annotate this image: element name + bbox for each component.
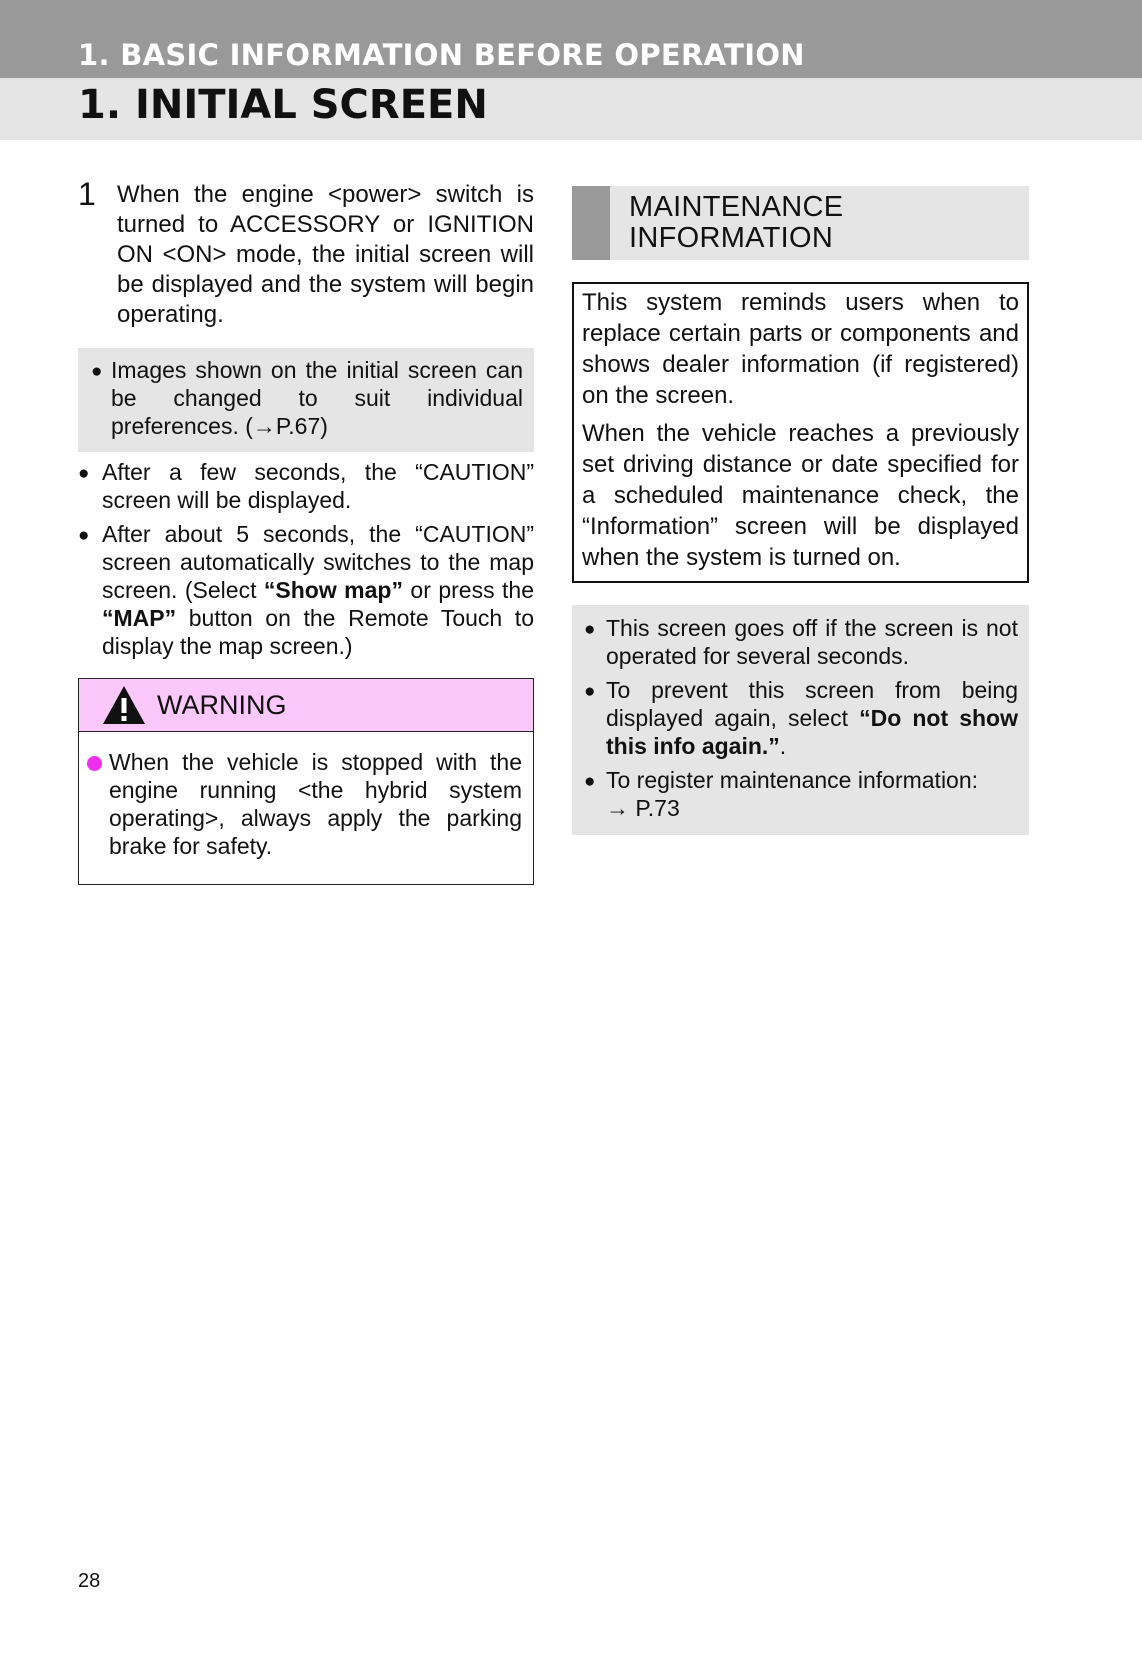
- prevent-display-text: To prevent this screen from being displayed again, select “Do not show this info again.”.: [606, 677, 1018, 759]
- note-text: Images shown on the initial screen can be changed to suit individual preferences. (→P.67): [111, 357, 523, 439]
- warning-header: [79, 679, 533, 732]
- map-button-label: “MAP”: [102, 605, 177, 631]
- do-not-show-label: “Do not show this info again.”: [606, 705, 1018, 759]
- page-number: 28: [78, 1570, 101, 1592]
- list-item: [78, 458, 534, 514]
- list-item: [78, 520, 534, 660]
- info-bullets: [78, 458, 534, 660]
- bullet-icon: ●: [584, 681, 596, 702]
- warning-text: When the vehicle is stopped with the engine running <the hybrid system operating>, always apply the parking brake for safety.: [109, 749, 522, 859]
- screen-off-text: This screen goes off if the screen is not operated for several seconds.: [606, 615, 1018, 669]
- bullet-icon: ●: [91, 361, 103, 382]
- page-reference: → P.73: [606, 795, 680, 821]
- list-item: [584, 614, 1018, 670]
- maintenance-notes-box: [572, 605, 1029, 835]
- caution-info-text: After a few seconds, the “CAUTION” screen will be displayed.: [102, 459, 534, 513]
- heading-accent-bar: [572, 186, 610, 260]
- bullet-icon: ●: [78, 463, 90, 484]
- step-text: When the engine <power> switch is turned to ACCESSORY or IGNITION ON <ON> mode, the initial screen will be displayed and the system will begin operating.: [117, 181, 534, 328]
- note-box: [78, 348, 534, 452]
- page-title: 1. INITIAL SCREEN: [78, 82, 488, 128]
- left-column: [78, 176, 534, 885]
- maintenance-paragraph-2: When the vehicle reaches a previously set driving distance or date specified for a scheduled maintenance check, the “Information” screen will be displayed when the system is turned on.: [582, 420, 1019, 571]
- show-map-label: “Show map”: [263, 577, 403, 603]
- warning-body: [79, 732, 533, 884]
- right-column: [572, 186, 1029, 835]
- step-number: 1: [78, 176, 96, 212]
- warning-item: [87, 748, 522, 860]
- bullet-icon: ●: [584, 619, 596, 640]
- step-1: [78, 176, 534, 330]
- register-maintenance-text: To register maintenance information:: [606, 767, 979, 793]
- list-item: [584, 676, 1018, 760]
- section-title: 1. BASIC INFORMATION BEFORE OPERATION: [78, 38, 805, 72]
- warning-box: [78, 678, 534, 885]
- maintenance-heading: [572, 186, 1029, 260]
- warning-triangle-icon: [101, 684, 147, 726]
- bullet-icon: ●: [584, 771, 596, 792]
- warning-label: WARNING: [157, 690, 287, 720]
- map-switch-text: After about 5 seconds, the “CAUTION” screen automatically switches to the map screen. (Select “Show map” or press the “MAP” button on the Remote Touch to display the map screen.): [102, 521, 534, 659]
- warning-bullet-icon: [87, 756, 102, 771]
- bullet-icon: ●: [78, 525, 90, 546]
- note-bullet: [91, 356, 523, 440]
- list-item: [584, 766, 1018, 822]
- maintenance-paragraph-1: This system reminds users when to replace certain parts or components and shows dealer information (if registered) on the screen.: [582, 289, 1019, 409]
- maintenance-heading-label: MAINTENANCE INFORMATION: [629, 191, 844, 254]
- maintenance-description-box: [572, 282, 1029, 583]
